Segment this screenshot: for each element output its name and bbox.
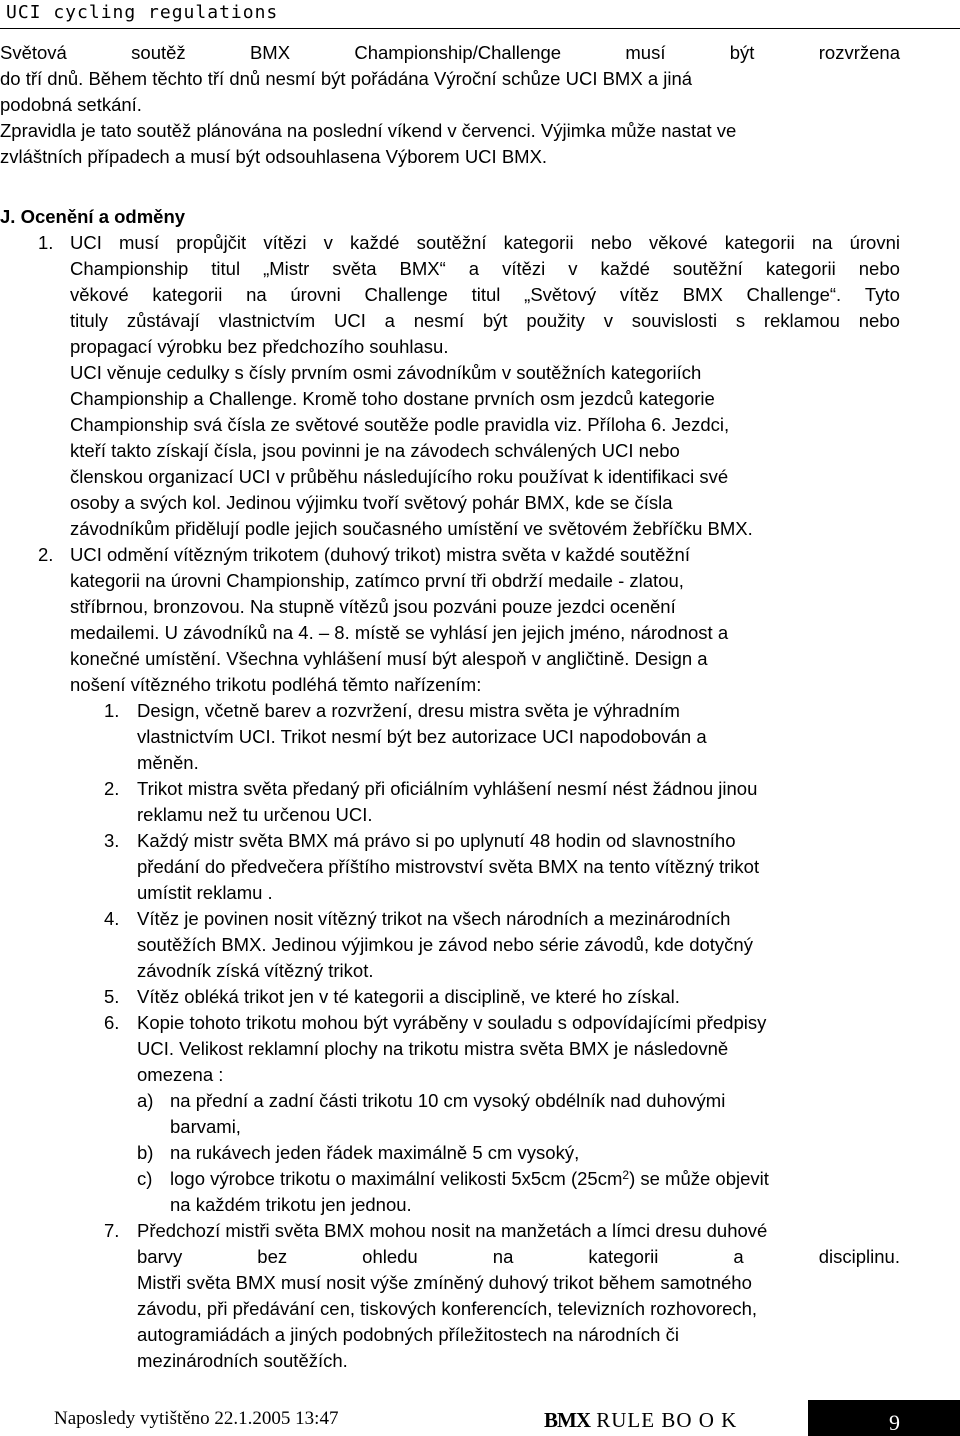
item-1-line-3: věkové kategorii na úrovni Challenge titul „Světový vítěz BMX Challenge“. Tyto <box>70 284 900 305</box>
section-i-text-4: Zpravidla je tato soutěž plánována na poslední víkend v červenci. Výjimka může nastat ve <box>0 120 737 141</box>
sub-item-5 <box>137 984 900 1010</box>
sub-7-line-1: Předchozí mistři světa BMX mohou nosit na manžetách a límci dresu duhové <box>137 1220 768 1241</box>
section-i-line-1: Světová soutěž BMX Championship/Challenge musí být rozvržena <box>0 42 900 63</box>
item-1-line-9: kteří takto získají čísla, jsou povinni je na závodech schválených UCI nebo <box>70 440 680 461</box>
letter-a-mark: a) <box>137 1090 154 1111</box>
section-i <box>0 40 900 170</box>
sub-7-line-4: závodu, při předávání cen, tiskových konferencích, televizních rozhovorech, <box>137 1298 758 1319</box>
letter-a <box>170 1088 900 1140</box>
sub-item-3 <box>137 828 900 906</box>
item-2-line-1: UCI odmění vítězným trikotem (duhový trikot) mistra světa v každé soutěžní <box>70 544 690 565</box>
item-1-line-7: Championship a Challenge. Kromě toho dostane prvních osm jezdců kategorie <box>70 388 715 409</box>
item-1-line-6: UCI věnuje cedulky s čísly prvním osmi závodníkům v soutěžních kategoriích <box>70 362 702 383</box>
sub-3-line-3: umístit reklamu . <box>137 882 273 903</box>
sub-1-line-3: měněn. <box>137 752 199 773</box>
letter-a-line-1: na přední a zadní části trikotu 10 cm vysoký obdélník nad duhovými <box>170 1090 726 1111</box>
sub-7-number: 7. <box>104 1220 120 1241</box>
item-2-line-6: nošení vítězného trikotu podléhá těmto nařízením: <box>70 674 482 695</box>
item-2-number: 2. <box>38 544 54 565</box>
letter-b <box>170 1140 900 1166</box>
page-header <box>0 0 960 26</box>
footer-book-title: BMX RULE BO O K <box>544 1408 738 1432</box>
sub-3-line-1: Každý mistr světa BMX má právo si po uplynutí 48 hodin od slavnostního <box>137 830 736 851</box>
letter-a-line-2: barvami, <box>170 1116 241 1137</box>
header-rule <box>0 28 960 29</box>
item-2 <box>70 542 900 698</box>
letter-c-line-2: na každém trikotu jen jednou. <box>170 1194 412 1215</box>
sub-2-number: 2. <box>104 778 120 799</box>
item-1-number: 1. <box>38 232 54 253</box>
sub-item-6 <box>137 1010 900 1088</box>
item-2-line-3: stříbrnou, bronzovou. Na stupně vítězů jsou pozváni pouze jezdci ocenění <box>70 596 676 617</box>
letter-b-line-1: na rukávech jeden řádek maximálně 5 cm vysoký, <box>170 1142 580 1163</box>
item-1-line-5: propagací výrobku bez předchozího souhlasu. <box>70 336 449 357</box>
sub-3-line-2: předání do předvečera příštího mistrovství světa BMX na tento vítězný trikot <box>137 856 760 877</box>
item-2-line-5: konečné umístění. Všechna vyhlášení musí být alespoň v angličtině. Design a <box>70 648 708 669</box>
sub-item-4 <box>137 906 900 984</box>
superscript-2: 2 <box>622 1168 630 1182</box>
item-1-line-10: členskou organizací UCI v průběhu následujícího roku používat k identifikaci své <box>70 466 729 487</box>
section-j-heading: J. Ocenění a odměny <box>0 206 186 227</box>
page-footer <box>0 1400 960 1436</box>
sub-6-line-2: UCI. Velikost reklamní plochy na trikotu mistra světa BMX je následovně <box>137 1038 729 1059</box>
sub-7-line-3: Mistři světa BMX musí nosit výše zmíněný duhový trikot během samotného <box>137 1272 752 1293</box>
page-number-box <box>808 1400 960 1436</box>
sub-4-line-3: závodník získá vítězný trikot. <box>137 960 374 981</box>
sub-5-line-1: Vítěz obléká trikot jen v té kategorii a disciplině, ve které ho získal. <box>137 986 680 1007</box>
sub-5-number: 5. <box>104 986 120 1007</box>
sub-item-2 <box>137 776 900 828</box>
letter-c-line-1: logo výrobce trikotu o maximální velikosti 5x5cm $(25cm^2)$ se může objevit <box>170 1168 769 1189</box>
item-1-line-4: tituly zůstávají vlastnictvím UCI a nesmí být použity v souvislosti s reklamou nebo <box>70 310 900 331</box>
item-1-line-2: Championship titul „Mistr světa BMX“ a vítězi v každé soutěžní kategorii nebo <box>70 258 900 279</box>
section-i-text-2: do tří dnů. Během těchto tří dnů nesmí být pořádána Výroční schůze UCI BMX a jiná <box>0 68 693 89</box>
section-i-text-3: podobná setkání. <box>0 94 142 115</box>
sub-1-line-2: vlastnictvím UCI. Trikot nesmí být bez autorizace UCI napodobován a <box>137 726 707 747</box>
sub-6-line-3: omezena : <box>137 1064 224 1085</box>
letter-c <box>170 1166 900 1218</box>
page-number: 9 <box>889 1410 900 1435</box>
sub-7-line-2: barvy bez ohledu na kategorii a disciplinu. <box>137 1246 900 1267</box>
item-2-line-2: kategorii na úrovni Championship, zatímco první tři obdrží medaile - zlatou, <box>70 570 684 591</box>
sub-4-line-2: soutěžích BMX. Jedinou výjimkou je závod nebo série závodů, kde dotyčný <box>137 934 753 955</box>
sub-7-line-6: mezinárodních soutěžích. <box>137 1350 348 1371</box>
item-1-line-11: osoby a svých kol. Jedinou výjimku tvoří světový pohár BMX, kde se čísla <box>70 492 673 513</box>
sub-2-line-2: reklamu než tu určenou UCI. <box>137 804 373 825</box>
sub-7-line-5: autogramiádách a jiných podobných příležitostech na národních či <box>137 1324 679 1345</box>
sub-item-7 <box>137 1218 900 1374</box>
sub-1-line-1: Design, včetně barev a rozvržení, dresu mistra světa je výhradním <box>137 700 680 721</box>
sub-6-line-1: Kopie tohoto trikotu mohou být vyráběny v souladu s odpovídajícími předpisy <box>137 1012 767 1033</box>
header-title: UCI cycling regulations <box>6 2 279 23</box>
sub-4-number: 4. <box>104 908 120 929</box>
item-2-line-4: medailemi. U závodníků na 4. – 8. místě se vyhlásí jen jejich jméno, národnost a <box>70 622 729 643</box>
item-1: UCI musí propůjčit vítězi v každé soutěžní kategorii nebo věkové kategorii na úrovni Championship titul „Mistr světa BMX“ a vítězi v každé soutěžní kategorii nebo věkové kategorii na úrovni Challenge titul „Světový vítěz BMX Challenge“. Tyto tituly zůstávají vlastnictvím UCI a nesmí být použity v souvislosti s reklamou nebo propagací výrobku bez předchozího souhlasu. UCI věnuje cedulky s čísly prvním osmi závodníkům v soutěžních kategoriích Championship a Challenge. Kromě toho dostane prvních osm jezdců kategorie Championship svá čísla ze světové soutěže podle pravidla viz. Příloha 6. Jezdci, kteří takto získají čísla, jsou povinni je na závodech schválených UCI nebo členskou organizací UCI v průběhu následujícího roku používat k identifikaci své osoby a svých kol. Jedinou výjimku tvoří světový pohár BMX, kde se čísla závodníkům přidělují podle jejich současného umístění ve světovém žebříčku BMX. <box>70 230 900 542</box>
sub-3-number: 3. <box>104 830 120 851</box>
footer-printed-date: Naposledy vytištěno 22.1.2005 13:47 <box>54 1408 339 1429</box>
item-1-line-12: závodníkům přidělují podle jejich současného umístění ve světovém žebříčku BMX. <box>70 518 753 539</box>
letter-c-mark: c) <box>137 1168 153 1189</box>
sub-1-number: 1. <box>104 700 120 721</box>
section-i-text-5: zvláštních případech a musí být odsouhlasena Výborem UCI BMX. <box>0 146 548 167</box>
sub-item-1 <box>137 698 900 776</box>
sub-4-line-1: Vítěz je povinen nosit vítězný trikot na všech národních a mezinárodních <box>137 908 731 929</box>
item-1-line-8: Championship svá čísla ze světové soutěže podle pravidla viz. Příloha 6. Jezdci, <box>70 414 730 435</box>
sub-2-line-1: Trikot mistra světa předaný při oficiálním vyhlášení nesmí nést žádnou jinou <box>137 778 758 799</box>
sub-6-number: 6. <box>104 1012 120 1033</box>
letter-b-mark: b) <box>137 1142 154 1163</box>
